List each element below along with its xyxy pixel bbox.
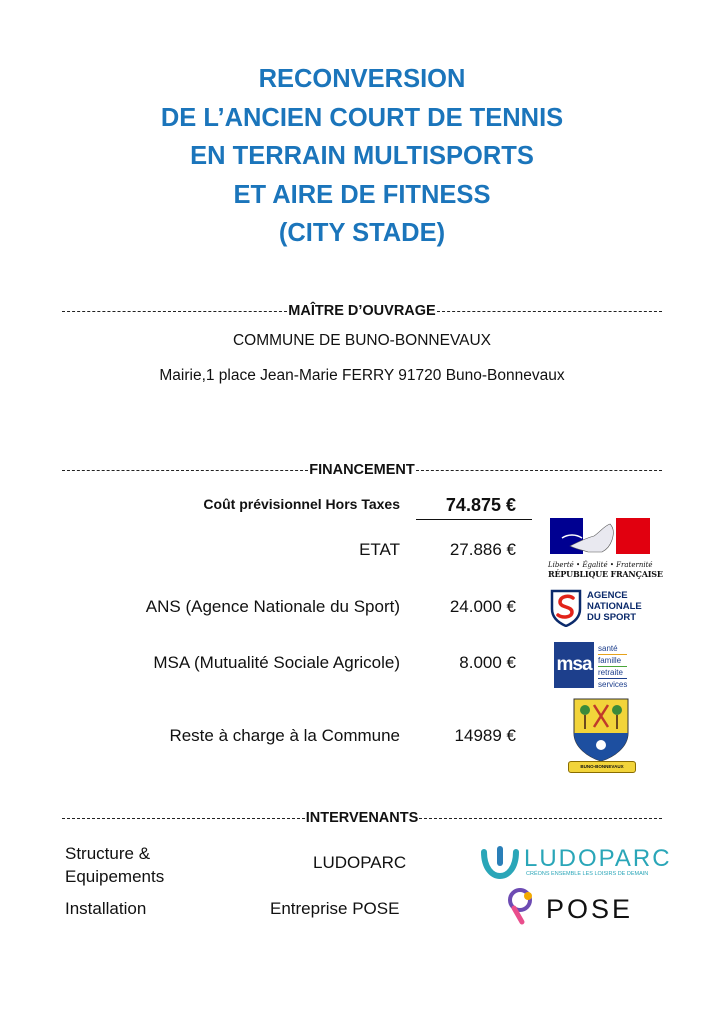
msa-logo [554,642,652,688]
pose-name: POSE [546,894,634,924]
coat-of-arms-icon [566,697,636,763]
msa-line: santé [598,643,627,655]
intervenant-company: LUDOPARC [313,853,407,872]
pose-logo [506,888,636,928]
msa-line: services [598,680,628,689]
funding-label-etat: ETAT [359,540,400,559]
msa-text [598,643,627,690]
commune-address: Mairie,1 place Jean-Marie FERRY 91720 Buno-Bonnevaux [159,367,565,384]
marianne-icon [548,516,652,556]
msa-line: famille [598,655,627,667]
maitre-ouvrage-divider [62,301,662,321]
title-line: DE L’ANCIEN COURT DE TENNIS [160,103,564,132]
commune-banner: BUNO-BONNEVAUX [568,761,636,773]
ludoparc-logo [480,842,672,882]
funding-value-msa: 8.000 € [459,653,516,672]
intervenants-heading: INTERVENANTS [305,810,419,826]
dash-line [62,470,308,471]
commune-coat-of-arms [566,697,636,775]
project-title [0,60,724,253]
title-line: RECONVERSION [258,65,466,93]
intervenants-divider [62,808,662,828]
funding-value-etat: 27.886 € [449,540,516,559]
title-line: ET AIRE DE FITNESS [233,180,491,209]
ans-text [587,590,642,623]
maitre-ouvrage-heading: MAÎTRE D’OUVRAGE [288,303,436,319]
dash-line [62,311,287,312]
commune-name: COMMUNE DE BUNO-BONNEVAUX [232,332,492,349]
total-cost-label: Coût prévisionnel Hors Taxes [203,496,400,512]
financement-divider [62,460,662,480]
ans-line: AGENCE [587,590,628,601]
pose-icon [506,888,536,926]
funding-value-ans: 24.000 € [449,597,516,616]
dash-line [416,470,662,471]
funding-value-commune: 14989 € [454,726,516,745]
dash-line [419,818,662,819]
ans-logo [549,587,653,627]
ans-shield-icon [549,587,583,627]
intervenant-company: Entreprise POSE [270,899,400,918]
intervenant-role: Structure & Equipements [65,844,165,886]
dash-line [62,818,305,819]
funding-label-msa: MSA (Mutualité Sociale Agricole) [153,653,400,672]
intervenant-role: Installation [65,899,147,918]
ans-line: DU SPORT [587,612,637,623]
title-line: (CITY STADE) [278,219,446,247]
msa-line: retraite [598,667,627,679]
ludoparc-tagline: CRÉONS ENSEMBLE LES LOISIRS DE DEMAIN [526,871,649,877]
ludoparc-icon [480,842,520,880]
funding-label-commune: Reste à charge à la Commune [169,726,400,745]
rf-name: RÉPUBLIQUE FRANÇAISE [548,569,663,579]
rf-motto: Liberté • Égalité • Fraternité [548,561,653,569]
title-line: EN TERRAIN MULTISPORTS [190,142,534,170]
ans-line: NATIONALE [587,601,642,612]
funding-label-ans: ANS (Agence Nationale du Sport) [145,597,400,616]
ludoparc-name: LUDOPARC [524,845,672,872]
msa-letters: msa [554,642,594,688]
total-cost-value: 74.875 € [445,495,516,515]
republique-francaise-logo [548,516,663,580]
financement-heading: FINANCEMENT [309,462,415,478]
dash-line [437,311,662,312]
total-underline [416,519,532,520]
